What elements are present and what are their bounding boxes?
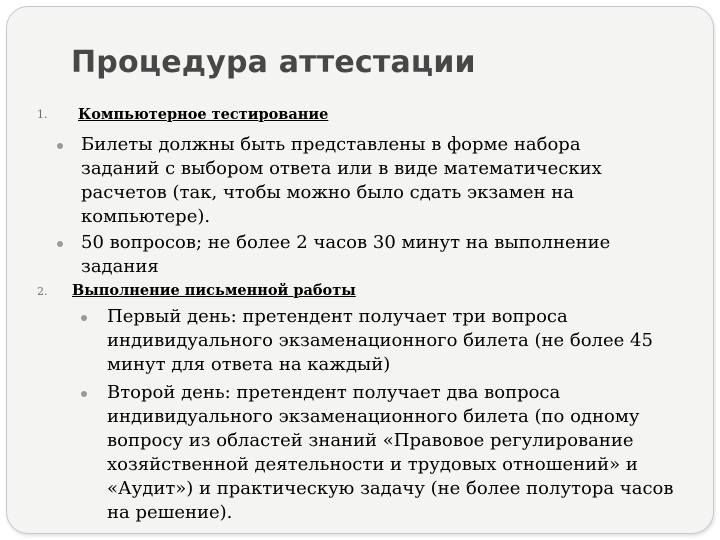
bullet-text: Первый день: претендент получает три вопроса индивидуального экзаменационного билета (не более 45 минут для ответа на каждый) (107, 306, 653, 375)
bullet-icon (81, 391, 87, 397)
section-number-1: 1. (37, 108, 48, 121)
section-heading-1: Компьютерное тестирование (78, 106, 329, 123)
section-2-bullet-1 (81, 305, 661, 377)
bullet-text: 50 вопросов; не более 2 часов 30 минут на выполнение задания (81, 232, 611, 277)
section-1-bullet-1 (57, 133, 617, 229)
bullet-text: Билеты должны быть представлены в форме набора заданий с выбором ответа или в виде математических расчетов (так, чтобы можно было сдать экзамен на компьютере). (81, 134, 602, 227)
slide-title: Процедура аттестации (71, 45, 476, 80)
bullet-text: Второй день: претендент получает два вопроса индивидуального экзаменационного билета (по одному вопросу из областей знаний «Правовое регулирование хозяйственной деятельности и трудовых отношений» и «Аудит») и практическую задачу (не более полутора часов на решение). (107, 382, 674, 523)
section-heading-2: Выполнение письменной работы (72, 282, 356, 299)
slide (6, 6, 714, 534)
bullet-icon (81, 315, 87, 321)
bullet-icon (57, 241, 63, 247)
section-2-bullet-2 (81, 381, 681, 525)
bullet-icon (57, 143, 63, 149)
section-1-bullet-2 (57, 231, 647, 279)
section-number-2: 2. (37, 285, 48, 298)
